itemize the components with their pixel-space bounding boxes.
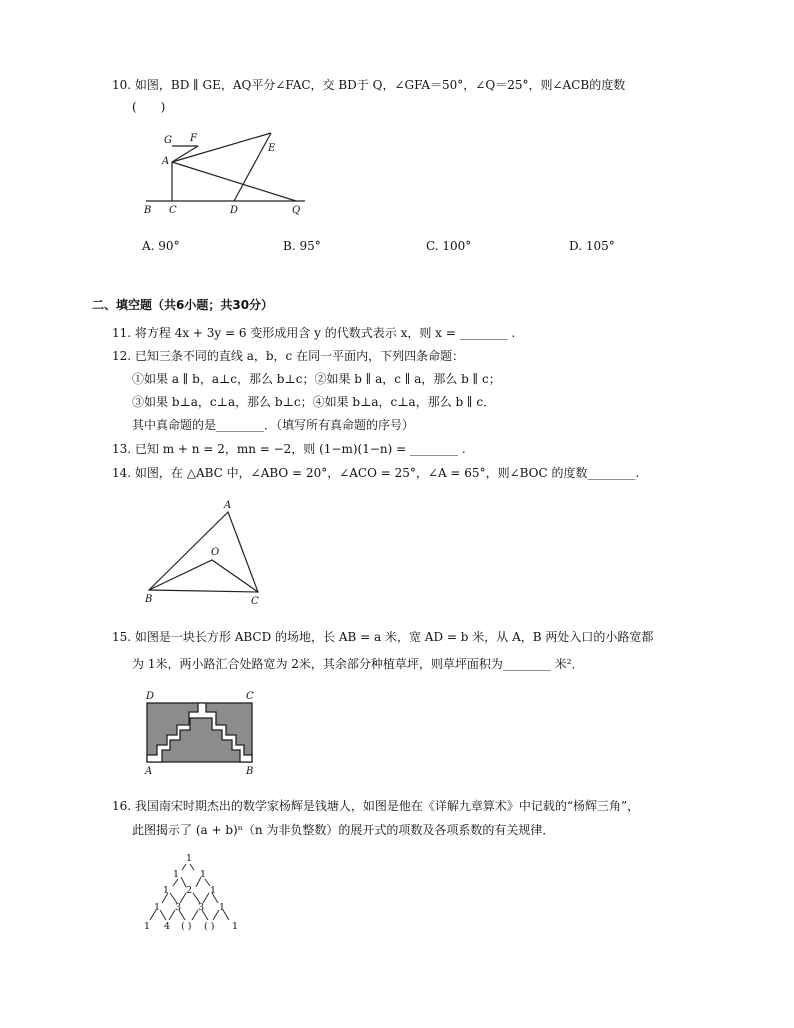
q12-line3: ③如果 b⊥a，c⊥a，那么 b⊥c；④如果 b⊥a，c⊥a，那么 b ∥ c．: [132, 395, 496, 409]
label-d: D: [146, 691, 155, 702]
label-f: F: [190, 133, 197, 144]
q16-line2: 此图揭示了 (a + b)ⁿ（n 为非负整数）的展开式的项数及各项系数的有关规律．: [132, 823, 555, 837]
label-b: B: [145, 594, 153, 605]
label-b: B: [246, 766, 254, 777]
q12-line4: 其中真命题的是________．（填写所有真命题的序号）: [132, 418, 415, 432]
label-a: A: [224, 500, 232, 511]
q12-line2: ①如果 a ∥ b，a⊥c，那么 b⊥c；②如果 b ∥ a，c ∥ a，那么 b ∥ c；: [132, 372, 501, 386]
pt-r3-1: 3: [175, 902, 182, 913]
q13-text: 13. 已知 m + n = 2，mn = −2，则 (1−m)(1−n) = ________ .: [112, 442, 466, 456]
q10-option-c: C. 100°: [426, 239, 472, 253]
pt-r2-2: 1: [210, 885, 217, 896]
q14-text: 14. 如图，在 △ABC 中，∠ABO = 20°，∠ACO = 25°，∠A = 65°，则∠BOC 的度数________.: [112, 466, 640, 480]
label-b: B: [144, 205, 152, 216]
q11-text: 11. 将方程 4x + 3y = 6 变形成用含 y 的代数式表示 x，则 x = ________ .: [112, 326, 516, 340]
pt-r1-1: 1: [200, 869, 207, 880]
pt-r0-0: 1: [186, 853, 193, 864]
q16-line1: 16. 我国南宋时期杰出的数学家杨辉是钱塘人，如图是他在《详解九章算术》中记载的“杨辉三角”，: [112, 799, 640, 813]
label-q: Q: [292, 205, 301, 216]
pt-r4-0: 1: [144, 921, 151, 932]
label-d: D: [230, 205, 239, 216]
pt-r3-0: 1: [154, 902, 161, 913]
pt-r1-0: 1: [173, 869, 180, 880]
q15-line1: 15. 如图是一块长方形 ABCD 的场地，长 AB = a 米，宽 AD = b 米，从 A，B 两处入口的小路宽都: [112, 630, 654, 644]
pt-r4-4: 1: [232, 921, 239, 932]
label-g: G: [164, 135, 172, 146]
pt-r3-3: 1: [219, 902, 226, 913]
section-title: 二、填空题（共6小题；共30分）: [92, 298, 274, 312]
q10-option-d: D. 105°: [569, 239, 615, 253]
q10-option-b: B. 95°: [283, 239, 321, 253]
label-c: C: [246, 691, 254, 702]
label-a: A: [162, 156, 170, 167]
pt-r2-1: 2: [186, 885, 193, 896]
q10-stem: 10. 如图，BD ∥ GE，AQ平分∠FAC，交 BD于 Q，∠GFA＝50°，∠Q＝25°，则∠ACB的度数: [112, 78, 626, 92]
label-c: C: [169, 205, 177, 216]
pt-r4-3: ( ): [204, 921, 215, 932]
pt-r4-1: 4: [164, 921, 171, 932]
pt-r3-2: 3: [198, 902, 205, 913]
label-o: O: [211, 547, 220, 558]
label-e: E: [268, 143, 276, 154]
q10-option-a: A. 90°: [142, 239, 180, 253]
pt-r2-0: 1: [163, 885, 170, 896]
q10-answer-paren: ( ): [132, 100, 166, 114]
q12-line1: 12. 已知三条不同的直线 a，b，c 在同一平面内，下列四条命题：: [112, 349, 465, 363]
pt-r4-2: ( ): [181, 921, 192, 932]
label-a: A: [145, 766, 153, 777]
label-c: C: [251, 596, 259, 607]
q15-line2: 为 1米，两小路汇合处路宽为 2米，其余部分种植草坪，则草坪面积为________ 米²．: [132, 657, 584, 671]
